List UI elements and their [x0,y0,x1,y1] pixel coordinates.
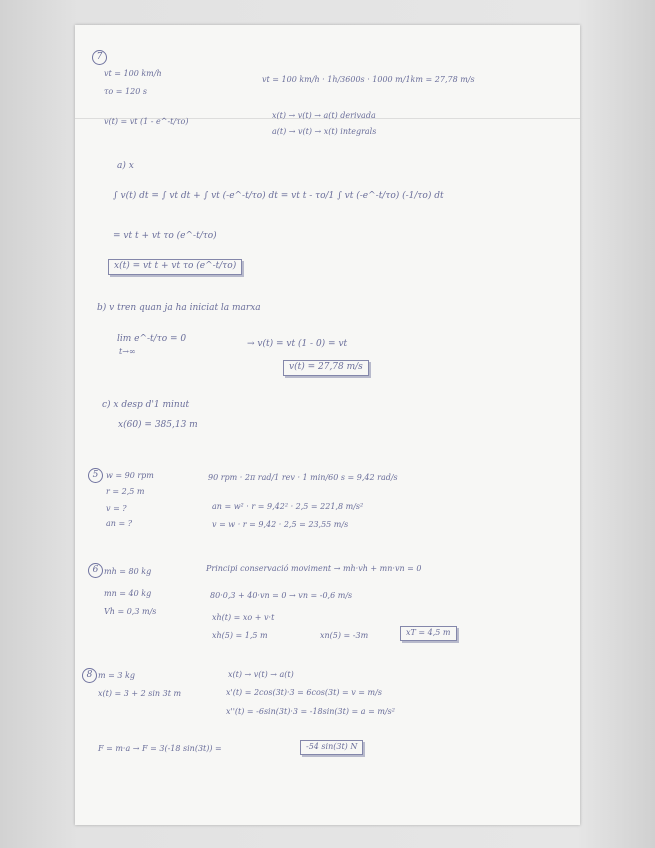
problem-6-number: 6 [88,563,103,578]
problem-8-number: 8 [82,668,97,683]
p5-omega: w = 90 rpm [106,471,154,480]
p7-integral-result: = vt t + vt τo (e^-t/τo) [113,231,217,241]
p6-position-eq: xh(t) = xo + v·t [212,613,275,622]
p7-integral-chain: a(t) → v(t) → x(t) integrals [272,127,377,136]
p7-vt: vt = 100 km/h [104,69,162,78]
p5-v-unknown: v = ? [106,504,127,513]
p6-position-h5: xh(5) = 1,5 m [212,631,268,640]
p7-derivative-chain: x(t) → v(t) → a(t) derivada [272,111,376,120]
p7-answer-a-box: x(t) = vt t + vt τo (e^-t/τo) [108,259,242,275]
p5-normal-acceleration: an = w² · r = 9,42² · 2,5 = 221,8 m/s² [212,502,364,511]
p8-acceleration-derivation: x''(t) = -6sin(3t)·3 = -18sin(3t) = a = m/s² [226,707,395,716]
p5-rpm-conversion: 90 rpm · 2π rad/1 rev · 1 min/60 s = 9,42 rad/s [208,473,398,482]
p7-part-c-value: x(60) = 385,13 m [118,420,198,430]
p8-position-eq: x(t) = 3 + 2 sin 3t m [98,689,182,698]
p7-limit-result: → v(t) = vt (1 - 0) = vt [247,339,348,349]
p8-velocity-derivation: x'(t) = 2cos(3t)·3 = 6cos(3t) = v = m/s [226,688,382,697]
p8-answer-box: -54 sin(3t) N [300,740,363,755]
p6-momentum-calc: 80·0,3 + 40·vn = 0 → vn = -0,6 m/s [210,591,353,600]
p8-force-equation: F = m·a → F = 3(-18 sin(3t)) = [98,744,222,753]
p6-mass-n: mn = 40 kg [104,589,152,598]
p6-answer-box: xT = 4,5 m [400,626,457,641]
p7-part-b-label: b) v tren quan ja ha iniciat la marxa [97,303,261,313]
p7-integral-derivation: ∫ v(t) dt = ∫ vt dt + ∫ vt (-e^-t/τo) dt = vt t - τo/1 ∫ vt (-e^-t/τo) (-1/τo) dt [113,191,444,201]
p6-mass-h: mh = 80 kg [104,567,152,576]
p7-answer-b-box: v(t) = 27,78 m/s [283,360,369,376]
p7-velocity-equation: v(t) = vt (1 - e^-t/τo) [104,117,189,126]
p6-velocity-h: Vh = 0,3 m/s [104,607,157,616]
problem-5-number: 5 [88,468,103,483]
problem-7-number: 7 [92,50,107,65]
p5-linear-velocity: v = w · r = 9,42 · 2,5 = 23,55 m/s [212,520,349,529]
p8-derivative-chain: x(t) → v(t) → a(t) [228,670,294,679]
p7-limit-expression: lim e^-t/τo = 0 [117,334,187,344]
p7-part-c-label: c) x desp d'1 minut [102,400,190,410]
p7-part-a-label: a) x [117,161,134,171]
p5-radius: r = 2,5 m [106,487,145,496]
p6-position-n5: xn(5) = -3m [320,631,369,640]
p5-an-unknown: an = ? [106,519,132,528]
p7-tau: τo = 120 s [104,87,147,96]
p7-unit-conversion: vt = 100 km/h · 1h/3600s · 1000 m/1km = 27,78 m/s [262,75,475,84]
p7-limit-subscript: t→∞ [119,347,136,356]
p6-conservation-principle: Principi conservació moviment → mh·vh + mn·vn = 0 [206,564,422,573]
p8-mass: m = 3 kg [98,671,135,680]
